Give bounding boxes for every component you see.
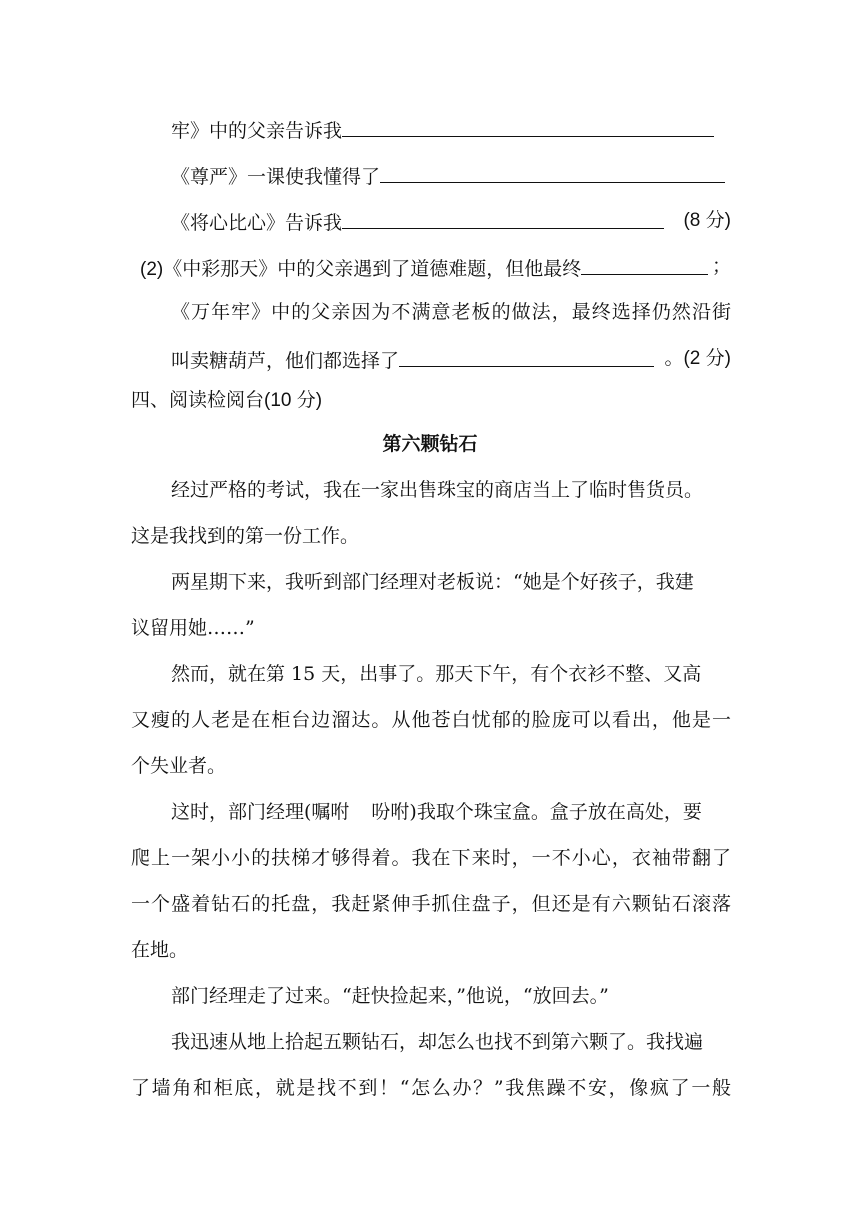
question-1-line-2	[171, 163, 731, 190]
article-line: 部门经理走了过来。“赶快捡起来，”他说，“放回去。”	[171, 985, 609, 1007]
article-text: 这时，部门经理(嘱咐	[171, 801, 350, 823]
punctuation: ；	[711, 256, 731, 277]
answer-blank	[380, 163, 725, 183]
question-1-line-3	[171, 209, 731, 236]
question-text: 叫卖糖葫芦，他们都选择了	[171, 351, 400, 372]
article-line: 又瘦的人老是在柜台边溜达。从他苍白忧郁的脸庞可以看出，他是一	[131, 709, 731, 731]
question-1-line-1	[171, 117, 731, 144]
answer-blank	[399, 347, 654, 367]
article-line: 两星期下来，我听到部门经理对老板说：“她是个好孩子，我建	[171, 571, 694, 593]
article-line: 个失业者。	[131, 755, 227, 777]
article-text: 吩咐)我取个珠宝盒。盒子放在高处，要	[371, 801, 702, 823]
article-line: 经过严格的考试，我在一家出售珠宝的商店当上了临时售货员。	[171, 479, 704, 501]
score-label: (8 分)	[683, 210, 731, 231]
answer-blank	[581, 255, 708, 275]
article-line: 这是我找到的第一份工作。	[131, 525, 360, 547]
answer-blank	[342, 117, 714, 137]
question-text: 牢》中的父亲告诉我	[171, 121, 343, 142]
section-heading: 四、阅读检阅台(10 分)	[131, 390, 323, 411]
score-label: 。(2 分)	[664, 348, 731, 369]
article-line: 在地。	[131, 939, 189, 961]
article-line: 然而，就在第 15 天，出事了。那天下午，有个衣衫不整、又高	[171, 663, 702, 685]
article-line: 一个盛着钻石的托盘，我赶紧伸手抓住盘子，但还是有六颗钻石滚落	[131, 893, 731, 915]
question-2-line-1	[140, 255, 731, 282]
question-2-line-3	[171, 347, 731, 374]
question-text: 《尊严》一课使我懂得了	[171, 167, 381, 188]
article-line: 爬上一架小小的扶梯才够得着。我在下来时，一不小心，衣袖带翻了	[131, 847, 731, 869]
question-text: (2)《中彩那天》中的父亲遇到了道德难题，但他最终	[140, 259, 582, 280]
article-title: 第六颗钻石	[382, 433, 478, 455]
article-line	[171, 800, 731, 824]
answer-blank	[342, 209, 664, 229]
article-line: 议留用她……”	[131, 617, 255, 639]
article-line: 了墙角和柜底，就是找不到！“怎么办？”我焦躁不安，像疯了一般	[131, 1077, 731, 1099]
article-line: 我迅速从地上拾起五颗钻石，却怎么也找不到第六颗了。我找遍	[171, 1031, 704, 1053]
question-2-line-2: 《万年牢》中的父亲因为不满意老板的做法，最终选择仍然沿街	[171, 302, 731, 323]
question-text: 《将心比心》告诉我	[171, 213, 343, 234]
